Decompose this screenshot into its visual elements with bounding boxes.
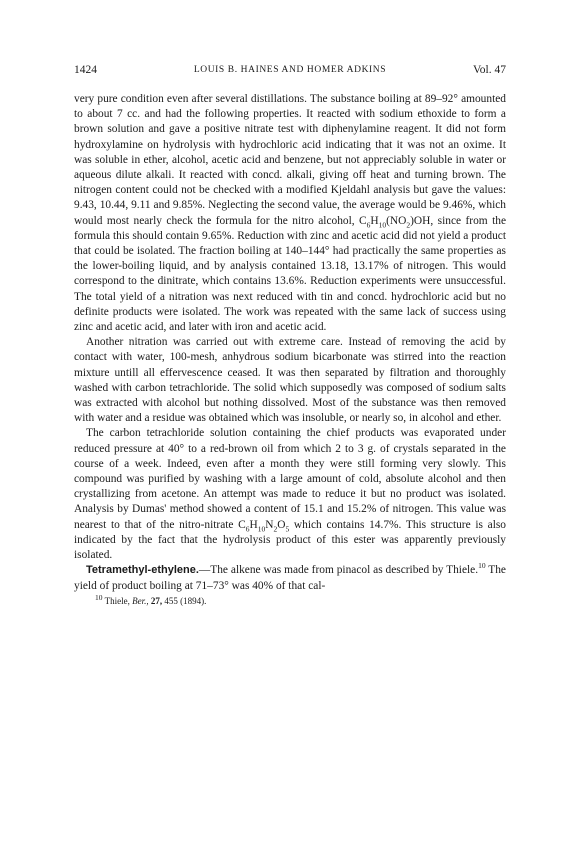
paragraph-1-text-c: (NO [386,214,407,227]
formula-subscript: 2 [273,523,278,533]
formula-subscript: 6 [366,219,371,229]
footnote-reference: 10 [478,561,486,571]
volume-label: Vol. 47 [472,64,506,76]
footnote-volume: 27, [150,596,163,606]
page-number: 1424 [74,64,97,76]
paragraph-4 [74,563,506,593]
footnote-author: Thiele, [102,596,133,606]
paragraph-1-text-a: very pure condition even after several distillations. The substance boiling at 89–92° amounted to about 7 cc. and had the following properties. It reacted with sodium ethoxide to form a brown solution and gave a positive nitrate test with diphenylamine reagent. It did not form hydroxylamine on hydrolysis with hydrochloric acid indicating that it was not an oxime. It was soluble in ether, alcohol, acetic acid and benzene, but not appreciably soluble in water or aqueous dilute alkali. It reacted with concd. alkali, giving off heat and turning brown. The nitrogen content could not be checked with a modified Kjeldahl analysis but gave the values: 9.43, 10.44, 9.11 and 9.85%. Neglecting the second value, the average would be 9.46%, which would most nearly check the formula for the nitro alcohol, C [74,93,506,227]
formula-subscript: 10 [257,523,266,533]
footnote-mark: 10 [95,593,103,602]
paragraph-3-text-d: O [277,518,286,531]
formula-subscript: 10 [378,219,387,229]
paragraph-3 [74,426,506,563]
paragraph-2: Another nitration was carried out with extreme care. Instead of removing the acid by contact with water, 100-mesh, anhydrous sodium bicarbonate was stirred into the reaction mixture untill all effervescence ceased. It was then separated by filtration and thoroughly washed with carbon tetrachloride. The solid which supposedly was composed of sodium salts was extracted with alcohol but nothing dissolved. Most of the substance was then removed with water and a residue was obtained which was insoluble, or nearly so, in alcohol and ether. [74,336,506,425]
section-heading: Tetramethyl-ethylene. [86,564,199,577]
footnote-pages: 455 (1894). [162,596,207,606]
paragraph-1-text-d: )OH, since from the formula this should contain 9.65%. Reduction with zinc and acetic acid did not yield a product that could be isolated. The fraction boiling at 140–144° had practically the same properties as the lower-boiling liquid, and by analysis contained 13.18, 13.17% of nitrogen. This would correspond to the dinitrate, which contains 13.6%. Reduction experiments were unsuccessful. The total yield of a nitration was next reduced with tin and concd. hydrochloric acid but no definite products were isolated. The work was repeated with the same lack of success using zinc and acetic acid, and later with iron and acetic acid. [74,214,506,334]
footnote [95,593,207,607]
paragraph-3-text-a: The carbon tetrachloride solution containing the chief products was evaporated under reduced pressure at 40° to a red-brown oil from which 2 to 3 g. of crystals separated in the course of a week. Indeed, even after a month they were still forming very slowly. This compound was purified by washing with a large amount of cold, absolute alcohol and then crystallizing from acetone. An attempt was made to reduce it but no product was isolated. Analysis by Dumas' method showed a content of 15.1 and 15.2% of nitrogen. This value was nearest to that of the nitro-nitrate C [74,427,506,531]
body-text [74,92,506,594]
formula-subscript: 2 [406,219,411,229]
formula-subscript: 6 [245,523,250,533]
paragraph-1 [74,92,506,335]
paragraph-1-text-b: H [370,214,379,227]
paragraph-4-text-b: The yield of product boiling at 71–73° was 40% of that cal- [74,564,506,592]
paragraph-4-text-a: —The alkene was made from pinacol as described by Thiele. [198,564,479,577]
paragraph-3-text-b: H [249,518,258,531]
running-title: LOUIS B. HAINES AND HOMER ADKINS [193,65,387,75]
formula-subscript: 5 [285,523,290,533]
running-head [74,64,506,80]
footnote-journal: Ber., [132,596,149,606]
paragraph-3-text-c: N [265,518,274,531]
paragraph-3-text-e: which contains 14.7%. This structure is also indicated by the fact that the hydrolysis product of this ester was apparently previously isolated. [74,518,506,562]
